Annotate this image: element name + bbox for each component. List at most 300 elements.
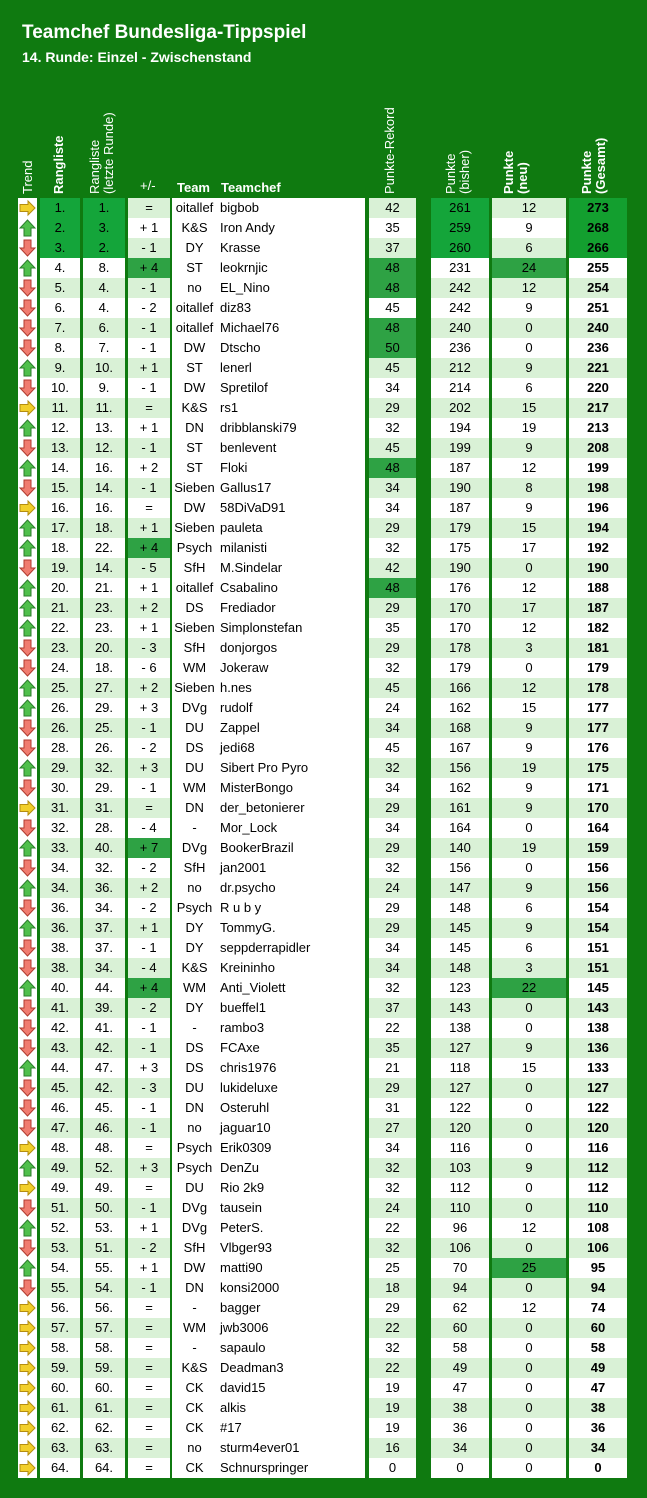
trend-up-icon — [18, 698, 37, 718]
cell-rank: 53. — [40, 1238, 80, 1258]
cell-team: CK — [172, 1378, 217, 1398]
cell-diff: - 1 — [128, 318, 170, 338]
table-row — [0, 398, 647, 418]
cell-team: K&S — [172, 958, 217, 978]
cell-rekord: 19 — [369, 1418, 416, 1438]
cell-diff: - 4 — [128, 958, 170, 978]
table-row — [0, 1138, 647, 1158]
cell-rank: 42. — [40, 1018, 80, 1038]
cell-rank: 26. — [40, 698, 80, 718]
table-row — [0, 638, 647, 658]
cell-teamchef: Dtscho — [217, 338, 365, 358]
cell-team: DVg — [172, 838, 217, 858]
cell-rekord: 32 — [369, 1238, 416, 1258]
cell-prev-rank: 47. — [83, 1058, 125, 1078]
cell-teamchef: Jokeraw — [217, 658, 365, 678]
cell-rekord: 45 — [369, 738, 416, 758]
cell-rank: 63. — [40, 1438, 80, 1458]
cell-prev-rank: 42. — [83, 1078, 125, 1098]
cell-team: DU — [172, 718, 217, 738]
trend-same-icon — [18, 1138, 37, 1158]
table-row — [0, 998, 647, 1018]
trend-up-icon — [18, 538, 37, 558]
cell-rank: 11. — [40, 398, 80, 418]
cell-prev-rank: 9. — [83, 378, 125, 398]
header-gesamt-line1: Punkte — [579, 150, 594, 194]
cell-diff: + 2 — [128, 458, 170, 478]
cell-points-before: 58 — [431, 1338, 489, 1358]
cell-points-total: 213 — [569, 418, 627, 438]
cell-teamchef: jan2001 — [217, 858, 365, 878]
table-row — [0, 718, 647, 738]
cell-points-total: 154 — [569, 898, 627, 918]
cell-points-before: 179 — [431, 658, 489, 678]
cell-rank: 7. — [40, 318, 80, 338]
cell-points-total: 164 — [569, 818, 627, 838]
trend-up-icon — [18, 1258, 37, 1278]
cell-points-new: 0 — [492, 998, 566, 1018]
cell-points-before: 260 — [431, 238, 489, 258]
cell-prev-rank: 16. — [83, 498, 125, 518]
cell-points-before: 259 — [431, 218, 489, 238]
cell-points-new: 0 — [492, 1078, 566, 1098]
cell-points-total: 187 — [569, 598, 627, 618]
cell-diff: - 1 — [128, 278, 170, 298]
cell-diff: + 7 — [128, 838, 170, 858]
trend-down-icon — [18, 478, 37, 498]
cell-teamchef: david15 — [217, 1378, 365, 1398]
trend-down-icon — [18, 898, 37, 918]
cell-rank: 6. — [40, 298, 80, 318]
cell-points-total: 60 — [569, 1318, 627, 1338]
cell-points-new: 9 — [492, 1038, 566, 1058]
cell-diff: - 3 — [128, 638, 170, 658]
cell-rekord: 34 — [369, 718, 416, 738]
cell-rank: 58. — [40, 1338, 80, 1358]
trend-down-icon — [18, 318, 37, 338]
cell-teamchef: lukideluxe — [217, 1078, 365, 1098]
cell-teamchef: rudolf — [217, 698, 365, 718]
cell-rank: 38. — [40, 938, 80, 958]
cell-prev-rank: 25. — [83, 718, 125, 738]
cell-points-total: 266 — [569, 238, 627, 258]
cell-team: Sieben — [172, 618, 217, 638]
cell-prev-rank: 62. — [83, 1418, 125, 1438]
cell-teamchef: Erik0309 — [217, 1138, 365, 1158]
cell-diff: + 2 — [128, 678, 170, 698]
trend-same-icon — [18, 1398, 37, 1418]
cell-points-total: 181 — [569, 638, 627, 658]
cell-rank: 33. — [40, 838, 80, 858]
cell-points-total: 194 — [569, 518, 627, 538]
cell-points-before: 143 — [431, 998, 489, 1018]
cell-rekord: 34 — [369, 958, 416, 978]
cell-rank: 13. — [40, 438, 80, 458]
header-bisher-line2: (bisher) — [457, 149, 472, 194]
cell-diff: - 3 — [128, 1078, 170, 1098]
cell-team: SfH — [172, 638, 217, 658]
cell-rank: 41. — [40, 998, 80, 1018]
cell-team: DVg — [172, 1218, 217, 1238]
cell-points-total: 196 — [569, 498, 627, 518]
cell-points-total: 110 — [569, 1198, 627, 1218]
cell-rekord: 32 — [369, 1338, 416, 1358]
cell-points-total: 138 — [569, 1018, 627, 1038]
cell-points-before: 0 — [431, 1458, 489, 1478]
cell-rank: 5. — [40, 278, 80, 298]
cell-prev-rank: 61. — [83, 1398, 125, 1418]
cell-team: CK — [172, 1418, 217, 1438]
cell-rekord: 34 — [369, 378, 416, 398]
trend-down-icon — [18, 278, 37, 298]
cell-rank: 44. — [40, 1058, 80, 1078]
cell-points-before: 162 — [431, 778, 489, 798]
table-row — [0, 1418, 647, 1438]
cell-points-new: 9 — [492, 778, 566, 798]
table-row — [0, 1318, 647, 1338]
cell-teamchef: Kreininho — [217, 958, 365, 978]
cell-points-new: 9 — [492, 878, 566, 898]
cell-diff: = — [128, 1138, 170, 1158]
trend-same-icon — [18, 1298, 37, 1318]
cell-rank: 25. — [40, 678, 80, 698]
cell-points-before: 138 — [431, 1018, 489, 1038]
cell-rekord: 32 — [369, 538, 416, 558]
cell-teamchef: Michael76 — [217, 318, 365, 338]
cell-prev-rank: 29. — [83, 778, 125, 798]
cell-rekord: 29 — [369, 838, 416, 858]
cell-diff: - 2 — [128, 1238, 170, 1258]
cell-diff: - 1 — [128, 1038, 170, 1058]
cell-rank: 48. — [40, 1138, 80, 1158]
cell-points-new: 9 — [492, 918, 566, 938]
trend-down-icon — [18, 658, 37, 678]
cell-team: DU — [172, 758, 217, 778]
trend-same-icon — [18, 1358, 37, 1378]
cell-rank: 19. — [40, 558, 80, 578]
cell-points-total: 251 — [569, 298, 627, 318]
cell-teamchef: Osteruhl — [217, 1098, 365, 1118]
trend-same-icon — [18, 798, 37, 818]
trend-up-icon — [18, 418, 37, 438]
cell-points-before: 156 — [431, 758, 489, 778]
cell-rekord: 29 — [369, 918, 416, 938]
cell-points-total: 159 — [569, 838, 627, 858]
cell-prev-rank: 18. — [83, 518, 125, 538]
cell-diff: - 4 — [128, 818, 170, 838]
trend-down-icon — [18, 438, 37, 458]
cell-diff: = — [128, 1398, 170, 1418]
trend-up-icon — [18, 578, 37, 598]
cell-team: DN — [172, 1098, 217, 1118]
cell-prev-rank: 37. — [83, 918, 125, 938]
cell-diff: + 2 — [128, 878, 170, 898]
cell-diff: = — [128, 798, 170, 818]
cell-rank: 20. — [40, 578, 80, 598]
cell-points-new: 15 — [492, 518, 566, 538]
cell-teamchef: Rio 2k9 — [217, 1178, 365, 1198]
cell-diff: - 2 — [128, 998, 170, 1018]
cell-team: Psych — [172, 1158, 217, 1178]
cell-team: DVg — [172, 1198, 217, 1218]
cell-rekord: 50 — [369, 338, 416, 358]
cell-teamchef: dribblanski79 — [217, 418, 365, 438]
cell-points-new: 12 — [492, 458, 566, 478]
cell-diff: - 1 — [128, 1198, 170, 1218]
cell-points-new: 12 — [492, 618, 566, 638]
page-subtitle: 14. Runde: Einzel - Zwischenstand — [22, 49, 252, 65]
cell-points-total: 156 — [569, 878, 627, 898]
cell-points-before: 94 — [431, 1278, 489, 1298]
table-row — [0, 918, 647, 938]
cell-prev-rank: 64. — [83, 1458, 125, 1478]
cell-rank: 40. — [40, 978, 80, 998]
cell-rekord: 34 — [369, 498, 416, 518]
cell-points-before: 145 — [431, 938, 489, 958]
table-row — [0, 758, 647, 778]
cell-points-before: 49 — [431, 1358, 489, 1378]
cell-rekord: 35 — [369, 618, 416, 638]
cell-teamchef: rambo3 — [217, 1018, 365, 1038]
cell-points-before: 175 — [431, 538, 489, 558]
cell-rekord: 45 — [369, 358, 416, 378]
cell-points-before: 190 — [431, 478, 489, 498]
cell-points-total: 112 — [569, 1178, 627, 1198]
table-row — [0, 1258, 647, 1278]
trend-down-icon — [18, 718, 37, 738]
trend-down-icon — [18, 638, 37, 658]
cell-points-new: 12 — [492, 678, 566, 698]
cell-team: DS — [172, 598, 217, 618]
cell-points-new: 15 — [492, 1058, 566, 1078]
cell-teamchef: alkis — [217, 1398, 365, 1418]
trend-up-icon — [18, 918, 37, 938]
cell-team: CK — [172, 1458, 217, 1478]
cell-diff: - 1 — [128, 1098, 170, 1118]
cell-team: WM — [172, 658, 217, 678]
table-row — [0, 1118, 647, 1138]
trend-down-icon — [18, 778, 37, 798]
cell-rank: 23. — [40, 638, 80, 658]
cell-team: Sieben — [172, 518, 217, 538]
cell-prev-rank: 34. — [83, 958, 125, 978]
cell-points-new: 0 — [492, 1458, 566, 1478]
cell-prev-rank: 34. — [83, 898, 125, 918]
cell-points-before: 167 — [431, 738, 489, 758]
cell-points-new: 8 — [492, 478, 566, 498]
trend-down-icon — [18, 1278, 37, 1298]
cell-team: SfH — [172, 558, 217, 578]
cell-rekord: 35 — [369, 218, 416, 238]
cell-prev-rank: 16. — [83, 458, 125, 478]
trend-down-icon — [18, 998, 37, 1018]
cell-diff: + 3 — [128, 1058, 170, 1078]
cell-points-new: 0 — [492, 558, 566, 578]
cell-points-total: 151 — [569, 938, 627, 958]
cell-points-new: 9 — [492, 438, 566, 458]
cell-rekord: 32 — [369, 418, 416, 438]
cell-rekord: 34 — [369, 1138, 416, 1158]
cell-points-before: 47 — [431, 1378, 489, 1398]
cell-points-total: 136 — [569, 1038, 627, 1058]
header-neu-line2: (neu) — [515, 162, 530, 194]
cell-diff: = — [128, 1358, 170, 1378]
cell-rank: 9. — [40, 358, 80, 378]
cell-rank: 26. — [40, 718, 80, 738]
cell-rekord: 29 — [369, 1298, 416, 1318]
cell-teamchef: Floki — [217, 458, 365, 478]
cell-points-new: 12 — [492, 1218, 566, 1238]
cell-prev-rank: 54. — [83, 1278, 125, 1298]
cell-points-total: 188 — [569, 578, 627, 598]
cell-points-new: 0 — [492, 658, 566, 678]
cell-points-before: 122 — [431, 1098, 489, 1118]
cell-points-before: 140 — [431, 838, 489, 858]
cell-diff: + 3 — [128, 1158, 170, 1178]
table-row — [0, 458, 647, 478]
cell-diff: - 1 — [128, 1018, 170, 1038]
cell-team: K&S — [172, 398, 217, 418]
cell-diff: = — [128, 1298, 170, 1318]
table-row — [0, 838, 647, 858]
trend-down-icon — [18, 938, 37, 958]
table-row — [0, 1398, 647, 1418]
cell-points-total: 34 — [569, 1438, 627, 1458]
table-row — [0, 338, 647, 358]
cell-points-before: 156 — [431, 858, 489, 878]
cell-points-new: 0 — [492, 1378, 566, 1398]
cell-prev-rank: 42. — [83, 1038, 125, 1058]
cell-team: DY — [172, 998, 217, 1018]
cell-points-before: 231 — [431, 258, 489, 278]
cell-rekord: 32 — [369, 1178, 416, 1198]
table-row — [0, 198, 647, 218]
cell-points-new: 9 — [492, 718, 566, 738]
trend-up-icon — [18, 838, 37, 858]
trend-down-icon — [18, 818, 37, 838]
cell-diff: - 6 — [128, 658, 170, 678]
cell-points-new: 9 — [492, 738, 566, 758]
cell-prev-rank: 22. — [83, 538, 125, 558]
table-row — [0, 678, 647, 698]
cell-team: DY — [172, 238, 217, 258]
header-rangliste-prev-line1: Rangliste — [87, 139, 102, 194]
trend-down-icon — [18, 738, 37, 758]
cell-diff: - 1 — [128, 1278, 170, 1298]
cell-prev-rank: 18. — [83, 658, 125, 678]
table-row — [0, 1038, 647, 1058]
cell-points-before: 161 — [431, 798, 489, 818]
cell-diff: - 1 — [128, 338, 170, 358]
cell-team: Psych — [172, 898, 217, 918]
cell-rank: 59. — [40, 1358, 80, 1378]
cell-prev-rank: 37. — [83, 938, 125, 958]
table-row — [0, 978, 647, 998]
cell-team: K&S — [172, 218, 217, 238]
cell-rekord: 34 — [369, 818, 416, 838]
cell-points-before: 199 — [431, 438, 489, 458]
cell-points-before: 106 — [431, 1238, 489, 1258]
table-row — [0, 898, 647, 918]
cell-points-total: 175 — [569, 758, 627, 778]
table-row — [0, 1218, 647, 1238]
cell-teamchef: Sibert Pro Pyro — [217, 758, 365, 778]
cell-prev-rank: 4. — [83, 298, 125, 318]
trend-down-icon — [18, 1198, 37, 1218]
table-row — [0, 938, 647, 958]
cell-teamchef: chris1976 — [217, 1058, 365, 1078]
cell-team: no — [172, 278, 217, 298]
cell-diff: - 1 — [128, 478, 170, 498]
cell-team: DW — [172, 498, 217, 518]
cell-points-new: 9 — [492, 798, 566, 818]
cell-prev-rank: 60. — [83, 1378, 125, 1398]
cell-diff: - 1 — [128, 938, 170, 958]
cell-diff: = — [128, 1418, 170, 1438]
trend-down-icon — [18, 1038, 37, 1058]
cell-points-total: 176 — [569, 738, 627, 758]
cell-points-total: 254 — [569, 278, 627, 298]
cell-teamchef: Csabalino — [217, 578, 365, 598]
cell-diff: + 1 — [128, 1258, 170, 1278]
cell-teamchef: R u b y — [217, 898, 365, 918]
cell-points-total: 240 — [569, 318, 627, 338]
trend-down-icon — [18, 1078, 37, 1098]
cell-points-new: 0 — [492, 1278, 566, 1298]
cell-teamchef: pauleta — [217, 518, 365, 538]
cell-points-before: 70 — [431, 1258, 489, 1278]
cell-prev-rank: 56. — [83, 1298, 125, 1318]
cell-points-new: 0 — [492, 1138, 566, 1158]
cell-prev-rank: 41. — [83, 1018, 125, 1038]
trend-down-icon — [18, 1018, 37, 1038]
cell-prev-rank: 1. — [83, 198, 125, 218]
cell-points-new: 0 — [492, 1098, 566, 1118]
cell-points-new: 0 — [492, 318, 566, 338]
cell-rekord: 29 — [369, 398, 416, 418]
cell-points-new: 6 — [492, 898, 566, 918]
cell-points-before: 202 — [431, 398, 489, 418]
table-row — [0, 658, 647, 678]
cell-rekord: 29 — [369, 798, 416, 818]
cell-points-new: 12 — [492, 278, 566, 298]
cell-rank: 47. — [40, 1118, 80, 1138]
cell-points-before: 118 — [431, 1058, 489, 1078]
table-row — [0, 1178, 647, 1198]
table-row — [0, 1378, 647, 1398]
cell-rekord: 22 — [369, 1318, 416, 1338]
cell-team: - — [172, 1338, 217, 1358]
table-row — [0, 578, 647, 598]
cell-teamchef: Simplonstefan — [217, 618, 365, 638]
table-row — [0, 1018, 647, 1038]
cell-teamchef: FCAxe — [217, 1038, 365, 1058]
cell-teamchef: Zappel — [217, 718, 365, 738]
trend-down-icon — [18, 238, 37, 258]
trend-down-icon — [18, 298, 37, 318]
header-rekord: Punkte-Rekord — [382, 107, 397, 194]
cell-points-new: 17 — [492, 598, 566, 618]
cell-rekord: 29 — [369, 1078, 416, 1098]
cell-teamchef: donjorgos — [217, 638, 365, 658]
cell-prev-rank: 21. — [83, 578, 125, 598]
table-row — [0, 298, 647, 318]
cell-rekord: 24 — [369, 698, 416, 718]
table-row — [0, 818, 647, 838]
cell-rank: 29. — [40, 758, 80, 778]
cell-diff: + 3 — [128, 698, 170, 718]
cell-rank: 31. — [40, 798, 80, 818]
